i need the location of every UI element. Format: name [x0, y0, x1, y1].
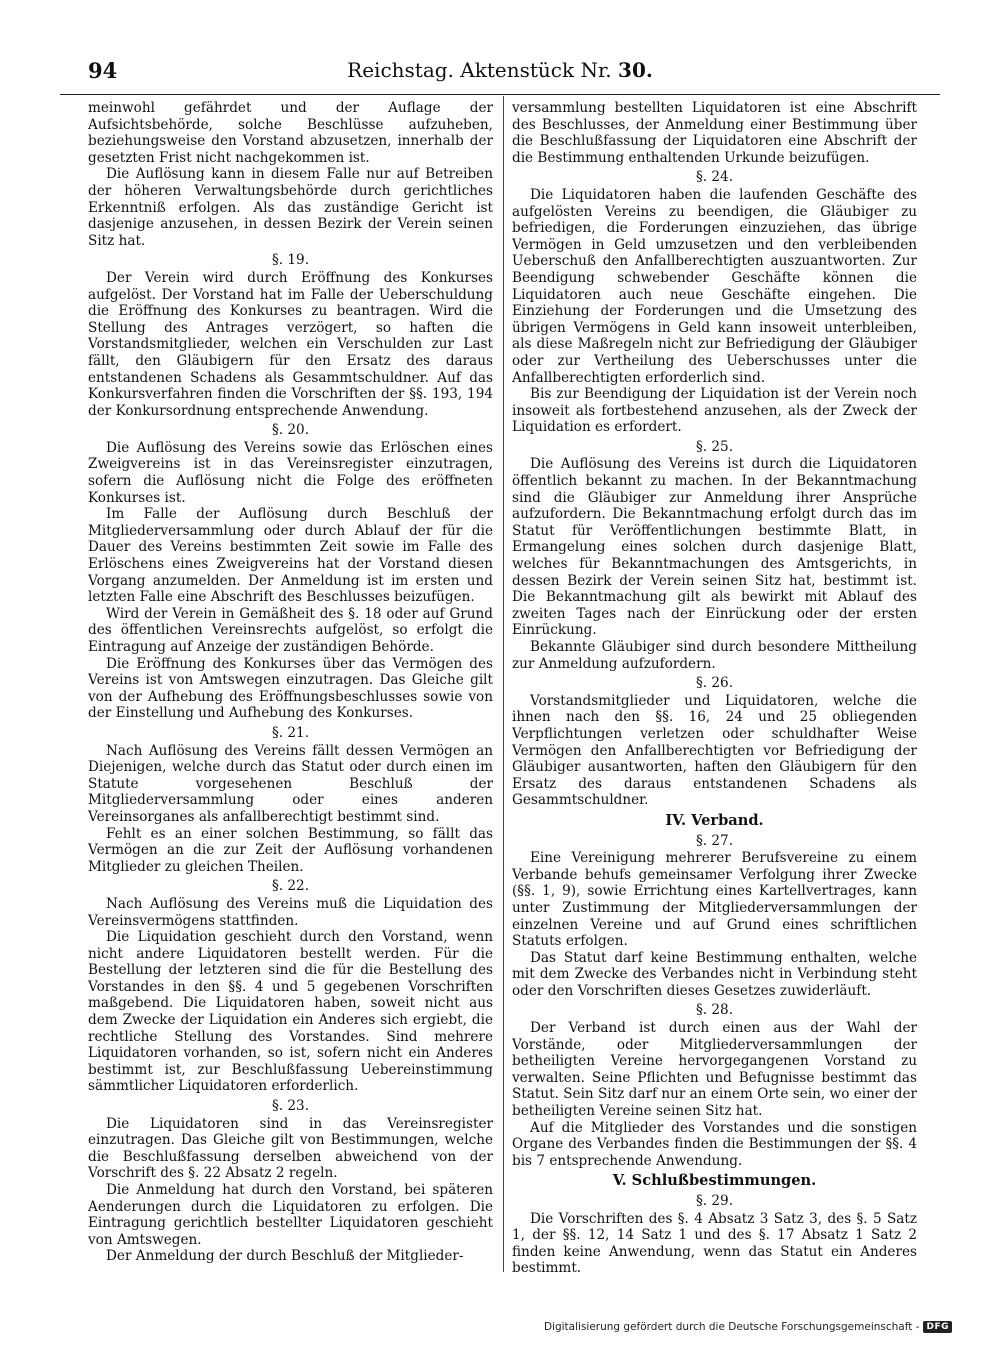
section-heading: §. 28.: [695, 1002, 734, 1019]
section-heading: §. 29.: [695, 1193, 734, 1209]
header-rule: [60, 94, 940, 95]
right-column: [512, 100, 917, 1277]
paragraph: Eine Vereinigung mehrerer Berufsvereine zu einem Verbande behufs gemeinsamer Verfolgung ihrer Zwecke (§§. 1, 9), sowie Errichtung eines Kartellvertrages, kann unter Zustimmung der Mitgliederversammlungen der einzelnen Vereine und auf Grund eines schriftlichen Statuts erfolgen.: [512, 850, 917, 950]
paragraph: Die Liquidation geschieht durch den Vorstand, wenn nicht andere Liquidatoren bestellt werden. Für die Bestellung der letzteren sind die für die Bestellung des Vorstandes in den §§. 4 und 5 gegebenen Vorschriften maßgebend. Die Liquidatoren haben, soweit nicht aus dem Zwecke der Liquidation ein Anderes sich ergiebt, die rechtliche Stellung des Vorstandes. Sind mehrere Liquidatoren vorhanden, so ist, sofern nicht ein Anderes bestimmt ist, zur Beschlußfassung Uebereinstimmung sämmtlicher Liquidatoren erforderlich.: [88, 929, 493, 1095]
paragraph: Der Anmeldung der durch Beschluß der Mitglieder-: [106, 1248, 464, 1265]
section-heading: §. 20.: [271, 422, 310, 439]
left-column: [88, 100, 493, 1265]
paragraph: Nach Auflösung des Vereins fällt dessen Vermögen an Diejenigen, welche durch das Statut oder durch einen im Statute vorgesehenen Beschluß der Mitgliederversammlung oder eines anderen Vereinsorganes als anfallberechtigt bestimmt sind.: [88, 742, 493, 825]
part-heading: V. Schlußbestimmungen.: [612, 1172, 817, 1190]
paragraph: versammlung bestellten Liquidatoren ist eine Abschrift des Beschlusses, der Anmeldung einer Bestimmung über die Beschlußfassung der Liquidatoren eine Abschrift der die Bestimmung enthaltenden Urkunde beizufügen.: [512, 100, 917, 166]
section-heading: §. 22.: [271, 878, 310, 895]
paragraph: Fehlt es an einer solchen Bestimmung, so fällt das Vermögen an die zur Zeit der Auflösung vorhandenen Mitglieder zu gleichen Theilen.: [88, 825, 493, 875]
dfg-logo-icon: DFG: [923, 1321, 952, 1333]
section-heading: §. 19.: [271, 252, 310, 269]
paragraph: Der Verband ist durch einen aus der Wahl der Vorstände, oder Mitgliederversammlungen der betheiligten Vereine hervorgegangenen Vorstand zu verwalten. Seine Pflichten und Befugnisse bestimmt das Statut. Sein Sitz darf nur an einem Orte sein, wo einer der betheiligten Vereine seinen Sitz hat.: [512, 1020, 917, 1120]
section-heading: §. 27.: [695, 832, 734, 849]
section-heading: §. 24.: [695, 169, 734, 186]
part-heading: IV. Verband.: [665, 811, 764, 829]
paragraph: Im Falle der Auflösung durch Beschluß der Mitgliederversammlung oder durch Ablauf der für die Dauer des Vereins bestimmten Zeit sowie im Falle des Erlöschens eines Zweigvereins hat der Vorstand diesen Vorgang anzumelden. Der Anmeldung ist im ersten und letzten Falle eine Abschrift des Beschlusses beizufügen.: [88, 506, 493, 606]
paragraph: Bekannte Gläubiger sind durch besondere Mittheilung zur Anmeldung aufzufordern.: [512, 639, 917, 672]
running-head-title: Reichstag. Aktenstück Nr.: [347, 58, 612, 82]
paragraph: Die Vorschriften des §. 4 Absatz 3 Satz 3, des §. 5 Satz 1, der §§. 12, 14 Satz 1 und des §. 17 Absatz 1 Satz 2 finden keine Anwendung, wenn das Statut ein Anderes bestimmt.: [512, 1210, 917, 1277]
running-head: [60, 58, 940, 82]
paragraph: Die Auflösung kann in diesem Falle nur auf Betreiben der höheren Verwaltungsbehörde durch gerichtliches Erkenntniß erfolgen. Als das zuständige Gericht ist dasjenige anzusehen, in dessen Bezirk der Verein seinen Sitz hat.: [88, 166, 493, 249]
paragraph: Wird der Verein in Gemäßheit des §. 18 oder auf Grund des öffentlichen Vereinsrechts aufgelöst, so erfolgt die Eintragung auf Anzeige der zuständigen Behörde.: [88, 605, 493, 655]
paragraph: Der Verein wird durch Eröffnung des Konkurses aufgelöst. Der Vorstand hat im Falle der Ueberschuldung die Eröffnung des Konkurses zu beantragen. Wird die Stellung des Antrages verzögert, so haften die Vorstandsmitglieder, welchen ein Verschulden zur Last fällt, den Gläubigern für den Ersatz des daraus entstandenen Schadens als Gesammtschuldner. Auf das Konkursverfahren finden die Vorschriften der §§. 193, 194 der Konkursordnung entsprechende Anwendung.: [88, 269, 493, 419]
paragraph: Die Auflösung des Vereins ist durch die Liquidatoren öffentlich bekannt zu machen. In der Bekanntmachung sind die Gläubiger zur Anmeldung ihrer Ansprüche aufzufordern. Die Bekanntmachung erfolgt durch das im Statut für Veröffentlichungen bestimmte Blatt, in Ermangelung eines solchen durch dasjenige Blatt, welches für Bekanntmachungen des Amtsgerichts, in dessen Bezirk der Verein seinen Sitz hat, bestimmt ist. Die Bekanntmachung gilt als bewirkt mit Ablauf des zweiten Tages nach der Einrückung oder der ersten Einrückung.: [512, 456, 917, 639]
paragraph: Bis zur Beendigung der Liquidation ist der Verein noch insoweit als fortbestehend anzusehen, als der Zweck der Liquidation es erfordert.: [512, 386, 917, 436]
paragraph: Die Liquidatoren haben die laufenden Geschäfte des aufgelösten Vereins zu beendigen, die Gläubiger zu befriedigen, die Forderungen einzuziehen, das übrige Vermögen in Geld umzusetzen und den verbleibenden Ueberschuß den Anfallberechtigten auszuantworten. Zur Beendigung schwebender Geschäfte können die Liquidatoren auch neue Geschäfte eingehen. Die Einziehung der Forderungen und die Umsetzung des übrigen Vermögens in Geld kann insoweit unterbleiben, als diese Maßregeln nicht zur Befriedigung der Gläubiger oder zur Vertheilung des Ueberschusses unter die Anfallberechtigten erforderlich sind.: [512, 186, 917, 386]
section-heading: §. 23.: [271, 1098, 310, 1115]
paragraph: Das Statut darf keine Bestimmung enthalten, welche mit dem Zwecke des Verbandes nicht in Verbindung steht oder den Vorschriften dieses Gesetzes zuwiderläuft.: [512, 949, 917, 999]
section-heading: §. 21.: [271, 724, 310, 741]
paragraph: Die Eröffnung des Konkurses über das Vermögen des Vereins ist von Amtswegen einzutragen. Das Gleiche gilt von der Aufhebung des Eröffnungsbeschlusses sowie von der Einstellung und Aufhebung des Konkurses.: [88, 655, 493, 722]
section-heading: §. 26.: [695, 675, 734, 692]
footer: [544, 1321, 952, 1333]
footer-credit: Digitalisierung gefördert durch die Deutsche Forschungsgemeinschaft -: [543, 1321, 920, 1333]
document-number: 30.: [618, 58, 653, 82]
page-header: [60, 58, 940, 90]
paragraph: Die Anmeldung hat durch den Vorstand, bei späteren Aenderungen durch die Liquidatoren zu erfolgen. Die Eintragung gerichtlich bestellter Liquidatoren geschieht von Amtswegen.: [88, 1182, 493, 1248]
page-number: 94: [88, 58, 118, 83]
paragraph: Vorstandsmitglieder und Liquidatoren, welche die ihnen nach den §§. 16, 24 und 25 obliegenden Verpflichtungen verletzen oder schuldhafter Weise Vermögen den Anfallberechtigten vor Befriedigung der Gläubiger ausantworten, haften den Gläubigern für den Ersatz des daraus entstandenen Schadens als Gesammtschuldner.: [512, 692, 917, 809]
paragraph: Nach Auflösung des Vereins muß die Liquidation des Vereinsvermögens stattfinden.: [88, 895, 493, 929]
paragraph: Die Liquidatoren sind in das Vereinsregister einzutragen. Das Gleiche gilt von Bestimmungen, welche die Beschlußfassung derselben abweichend von der Vorschrift des §. 22 Absatz 2 regeln.: [88, 1115, 493, 1182]
paragraph: Auf die Mitglieder des Vorstandes und die sonstigen Organe des Verbandes finden die Bestimmungen der §§. 4 bis 7 entsprechende Anwendung.: [512, 1119, 917, 1169]
column-divider: [503, 96, 504, 1272]
paragraph: meinwohl gefährdet und der Auflage der Aufsichtsbehörde, solche Beschlüsse aufzuheben, beziehungsweise den Vorstand abzusetzen, innerhalb der gesetzten Frist nicht nachgekommen ist.: [88, 100, 493, 166]
section-heading: §. 25.: [695, 438, 734, 455]
paragraph: Die Auflösung des Vereins sowie das Erlöschen eines Zweigvereins ist in das Vereinsregister einzutragen, sofern die Auflösung nicht die Folge des eröffneten Konkurses ist.: [88, 439, 493, 506]
